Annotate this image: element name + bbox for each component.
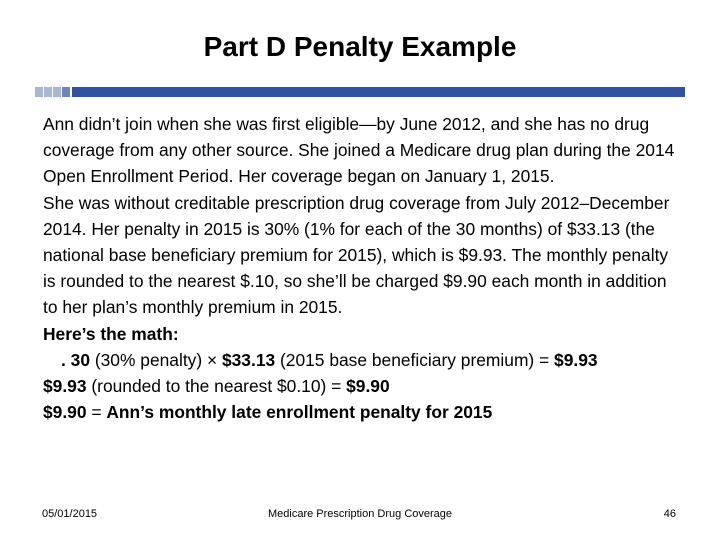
- footer-date: 05/01/2015: [42, 508, 98, 520]
- title-divider: [35, 87, 685, 97]
- slide-footer: [0, 506, 720, 522]
- slide-body: [43, 111, 683, 425]
- divider-squares: [35, 87, 70, 97]
- math-line-1: . 30 (30% penalty) × $33.13 (2015 base beneficiary premium) = $9.93: [61, 350, 598, 370]
- page-number: 46: [663, 508, 676, 520]
- paragraph-eligibility: Ann didn’t join when she was first eligible—by June 2012, and she has no drug coverage from any other source. She joined a Medicare drug plan during the 2014 Open Enrollment Period. Her coverage began on January 1, 2015.: [43, 114, 675, 186]
- footer-title: Medicare Prescription Drug Coverage: [267, 508, 453, 520]
- divider-line: [72, 87, 685, 97]
- math-line-2: $9.93 (rounded to the nearest $0.10) = $9.90: [43, 376, 390, 396]
- math-line-3: $9.90 = Ann’s monthly late enrollment penalty for 2015: [43, 402, 493, 422]
- slide-title: Part D Penalty Example: [203, 31, 517, 62]
- paragraph-penalty-explanation: She was without creditable prescription drug coverage from July 2012–December 2014. Her penalty in 2015 is 30% (1% for each of the 30 months) of $33.13 (the national base beneficiary premium for 2015), which is $9.93. The monthly penalty is rounded to the nearest $.10, so she’ll be charged $9.90 each month in addition to her plan’s monthly premium in 2015.: [43, 193, 670, 317]
- math-heading: Here’s the math:: [43, 324, 179, 344]
